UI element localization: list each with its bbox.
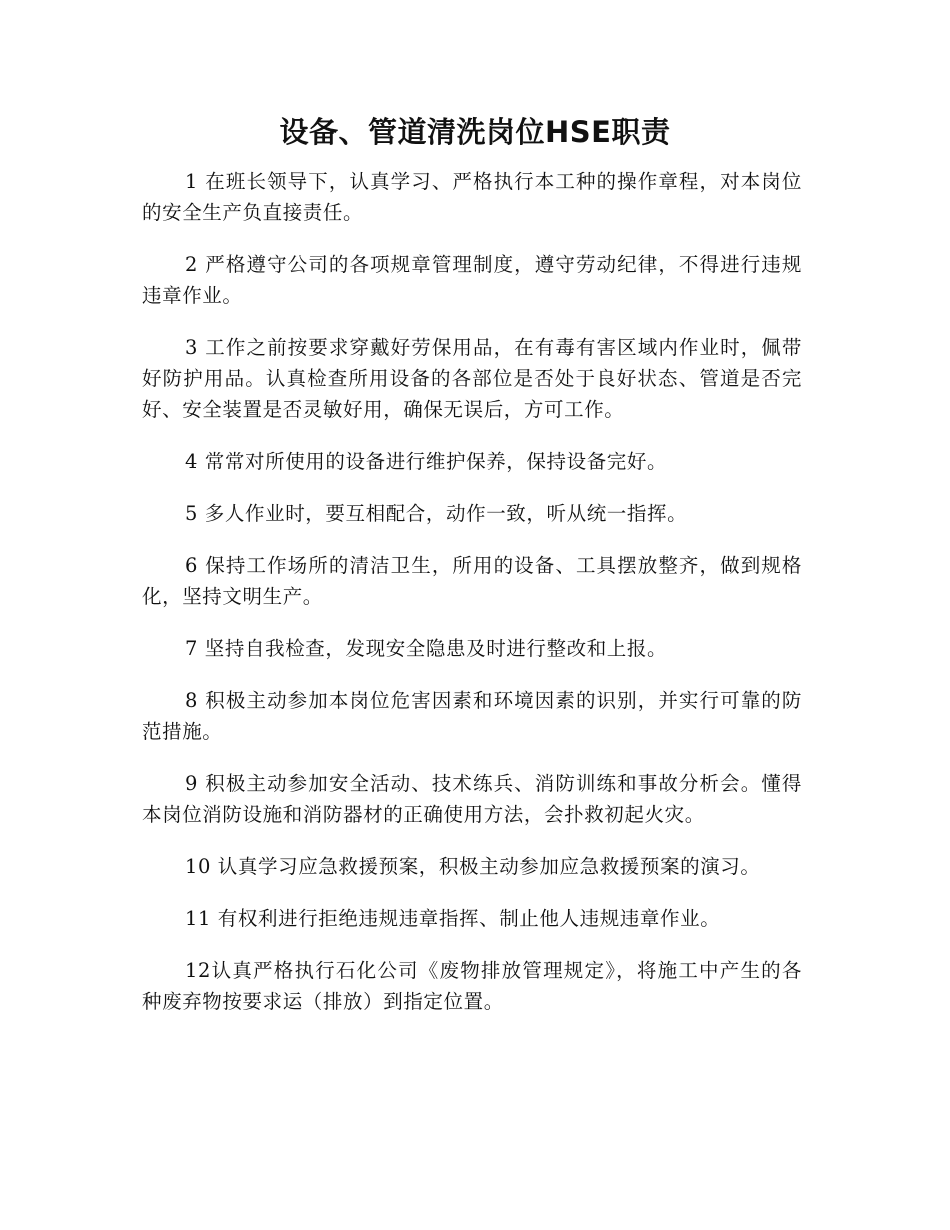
duty-item-6: 6 保持工作场所的清洁卫生，所用的设备、工具摆放整齐，做到规格化，坚持文明生产。 — [142, 554, 802, 608]
duty-item-3: 3 工作之前按要求穿戴好劳保用品，在有毒有害区域内作业时，佩带好防护用品。认真检查所用设备的各部位是否处于良好状态、管道是否完好、安全装置是否灵敏好用，确保无误后，方可工作。 — [142, 336, 802, 421]
duty-item-11: 11 有权利进行拒绝违规违章指挥、制止他人违规违章作业。 — [185, 907, 721, 930]
document-body — [142, 166, 802, 1038]
duty-item-7: 7 坚持自我检查，发现安全隐患及时进行整改和上报。 — [185, 637, 668, 660]
duty-item-1: 1 在班长领导下，认真学习、严格执行本工种的操作章程，对本岗位的安全生产负直接责任。 — [142, 170, 802, 224]
duty-item-10: 10 认真学习应急救援预案，积极主动参加应急救援预案的演习。 — [185, 855, 761, 878]
document-title: 设备、管道清洗岗位HSE职责 — [279, 115, 671, 149]
duty-item-8: 8 积极主动参加本岗位危害因素和环境因素的识别，并实行可靠的防范措施。 — [142, 689, 802, 743]
duty-item-4: 4 常常对所使用的设备进行维护保养，保持设备完好。 — [185, 450, 668, 473]
duty-item-12: 12认真严格执行石化公司《废物排放管理规定》，将施工中产生的各种废弃物按要求运（排放）到指定位置。 — [142, 959, 802, 1013]
duty-item-5: 5 多人作业时，要互相配合，动作一致，听从统一指挥。 — [185, 502, 688, 525]
duty-item-9: 9 积极主动参加安全活动、技术练兵、消防训练和事故分析会。懂得本岗位消防设施和消防器材的正确使用方法，会扑救初起火灾。 — [142, 772, 802, 826]
duty-item-2: 2 严格遵守公司的各项规章管理制度，遵守劳动纪律，不得进行违规违章作业。 — [142, 253, 802, 307]
